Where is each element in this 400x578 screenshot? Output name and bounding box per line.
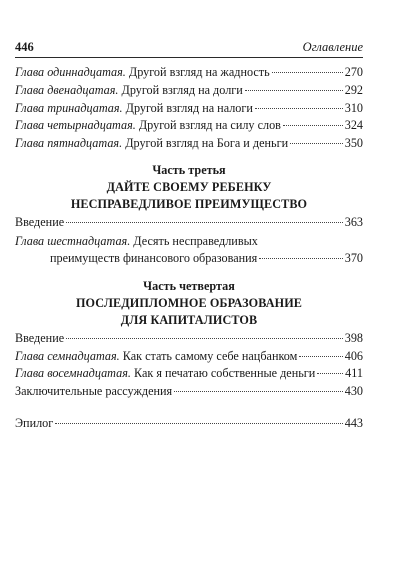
section-title: Оглавление xyxy=(302,40,363,54)
entry-title: Эпилог xyxy=(15,416,54,430)
chapter-title: Другой взгляд на силу слов xyxy=(138,118,281,132)
dot-leader xyxy=(245,90,343,91)
page-ref: 363 xyxy=(344,215,363,229)
dot-leader xyxy=(255,108,343,109)
page-ref: 324 xyxy=(344,118,363,132)
page-ref: 292 xyxy=(344,83,363,97)
toc-entry-chapter-15 xyxy=(15,136,363,151)
entry-title: Введение xyxy=(15,331,65,345)
chapter-label: Глава одиннадцатая. xyxy=(15,65,126,79)
page-ref: 430 xyxy=(344,384,363,398)
page-ref: 270 xyxy=(344,65,363,79)
dot-leader xyxy=(66,338,343,339)
page-ref: 443 xyxy=(344,416,363,430)
toc-entry-chapter-18 xyxy=(15,366,363,381)
dot-leader xyxy=(317,373,343,374)
dot-leader xyxy=(283,125,343,126)
chapter-label: Глава семнадцатая. xyxy=(15,349,120,363)
dot-leader xyxy=(174,391,343,392)
chapter-title: Как я печатаю собственные деньги xyxy=(134,366,316,380)
chapter-title: Другой взгляд на Бога и деньги xyxy=(125,136,289,150)
chapter-title: Другой взгляд на жадность xyxy=(128,65,270,79)
running-header xyxy=(15,40,363,58)
dot-leader xyxy=(259,258,342,259)
toc-entry-chapter-16-line-1 xyxy=(15,234,363,249)
dot-leader xyxy=(299,356,342,357)
chapter-title: Как стать самому себе нацбанком xyxy=(122,349,298,363)
chapter-label: Глава двенадцатая. xyxy=(15,83,119,97)
dot-leader xyxy=(290,143,343,144)
toc-entry-part-four-intro xyxy=(15,331,363,346)
page-ref: 350 xyxy=(344,136,363,150)
page-ref: 411 xyxy=(345,366,363,380)
part-three-label: Часть третья xyxy=(152,163,226,177)
chapter-label: Глава шестнадцатая. xyxy=(15,234,131,248)
part-four-title-line-2: ДЛЯ КАПИТАЛИСТОВ xyxy=(120,313,258,327)
entry-title: Заключительные рассуждения xyxy=(15,384,173,398)
toc-entry-chapter-13 xyxy=(15,101,363,116)
chapter-title: Другой взгляд на долги xyxy=(121,83,243,97)
toc-entry-chapter-14 xyxy=(15,118,363,133)
toc-entry-conclusion xyxy=(15,384,363,399)
toc-entry-epilogue xyxy=(15,416,363,431)
chapter-title: Другой взгляд на налоги xyxy=(125,101,253,115)
dot-leader xyxy=(272,72,343,73)
dot-leader xyxy=(66,222,343,223)
part-three-title-line-1: ДАЙТЕ СВОЕМУ РЕБЕНКУ xyxy=(106,180,272,194)
entry-title: Введение xyxy=(15,215,65,229)
page-ref: 398 xyxy=(344,331,363,345)
part-four-label: Часть четвертая xyxy=(143,279,235,293)
toc-entry-chapter-16-line-2 xyxy=(50,251,363,266)
part-three-title-line-2: НЕСПРАВЕДЛИВОЕ ПРЕИМУЩЕСТВО xyxy=(70,197,308,211)
chapter-label: Глава пятнадцатая. xyxy=(15,136,123,150)
page-ref: 370 xyxy=(344,251,363,265)
chapter-label: Глава тринадцатая. xyxy=(15,101,123,115)
chapter-label: Глава четырнадцатая. xyxy=(15,118,136,132)
toc-entry-chapter-11 xyxy=(15,65,363,80)
page-number: 446 xyxy=(15,40,34,54)
chapter-title-continued: преимуществ финансового образования xyxy=(50,251,258,265)
toc-entry-chapter-12 xyxy=(15,83,363,98)
page-ref: 406 xyxy=(344,349,363,363)
dot-leader xyxy=(55,423,342,424)
toc-entry-chapter-17 xyxy=(15,349,363,364)
toc-entry-part-three-intro xyxy=(15,215,363,230)
chapter-label: Глава восемнадцатая. xyxy=(15,366,131,380)
part-four-title-line-1: ПОСЛЕДИПЛОМНОЕ ОБРАЗОВАНИЕ xyxy=(75,296,303,310)
page-ref: 310 xyxy=(344,101,363,115)
chapter-title: Десять несправедливых xyxy=(133,234,258,248)
